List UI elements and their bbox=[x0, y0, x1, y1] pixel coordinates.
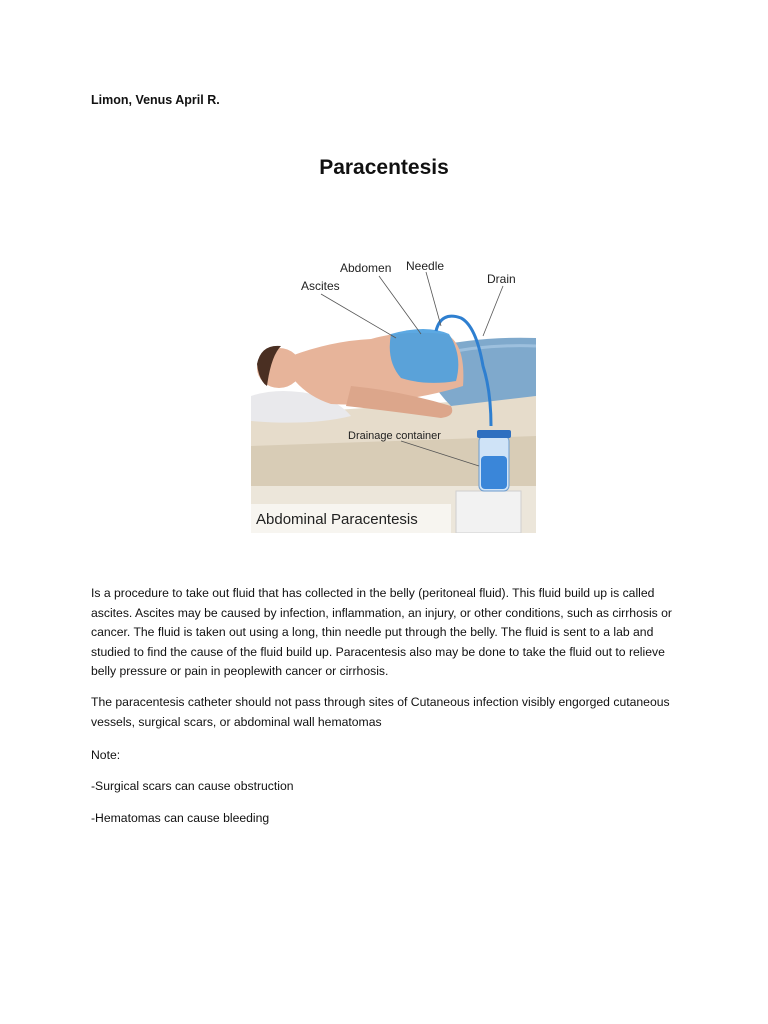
label-drainage-container: Drainage container bbox=[348, 430, 441, 442]
note-item: -Surgical scars can cause obstruction bbox=[91, 779, 294, 793]
figure-caption: Abdominal Paracentesis bbox=[256, 511, 418, 528]
label-abdomen: Abdomen bbox=[340, 261, 392, 275]
author-name: Limon, Venus April R. bbox=[91, 93, 220, 107]
label-ascites: Ascites bbox=[301, 279, 340, 293]
document-title: Paracentesis bbox=[319, 156, 449, 179]
label-needle: Needle bbox=[406, 259, 445, 273]
label-drain: Drain bbox=[487, 272, 516, 286]
note-item: -Hematomas can cause bleeding bbox=[91, 811, 270, 825]
ascites-fluid bbox=[390, 329, 459, 383]
note-heading: Note: bbox=[91, 748, 121, 762]
paragraph-contraindications: The paracentesis catheter should not pass through sites of Cutaneous infection visibly engorged cutaneous vessels, surgical scars, or abdominal wall hematomas bbox=[91, 695, 670, 729]
paragraph-definition: Is a procedure to take out fluid that has collected in the belly (peritoneal fluid). This fluid build up is called ascites. Ascites may be caused by infection, inflammation, an injury, or other conditions, such as cirrhosis or cancer. The fluid is taken out using a long, thin needle put through the belly. The fluid is sent to a lab and studied to find the cause of the fluid build up. Paracentesis also may be done to take the fluid out to relieve belly pressure or pain in peoplewith cancer or cirrhosis. bbox=[91, 586, 672, 678]
paracentesis-illustration bbox=[251, 246, 536, 533]
container-stand bbox=[456, 491, 521, 533]
